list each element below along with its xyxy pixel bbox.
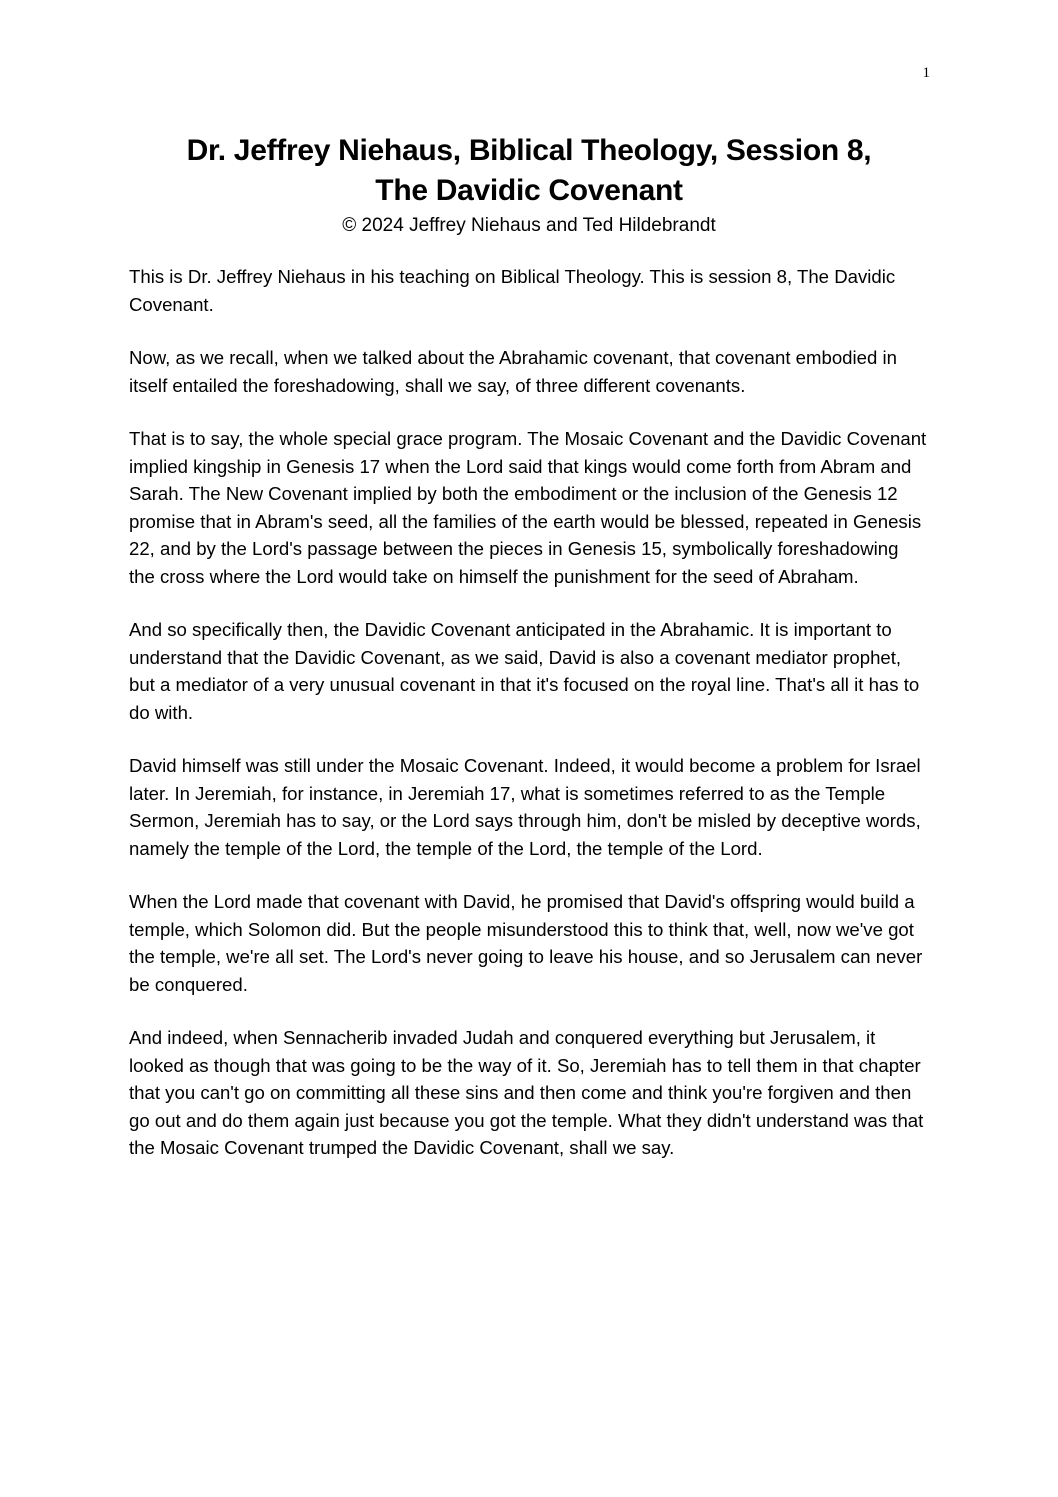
paragraph-1: This is Dr. Jeffrey Niehaus in his teaching on Biblical Theology. This is session 8, The Davidic Covenant.	[129, 266, 896, 315]
document-title	[129, 0, 929, 211]
title-line-2: The Davidic Covenant	[375, 174, 683, 207]
paragraph-6: When the Lord made that covenant with David, he promised that David's offspring would build a temple, which Solomon did. But the people misunderstood this to think that, well, now we've got the temple, we're all set. The Lord's never going to leave his house, and so Jerusalem can never be conquered.	[129, 891, 923, 995]
copyright-notice: © 2024 Jeffrey Niehaus and Ted Hildebrandt	[342, 215, 716, 236]
paragraph-7: And indeed, when Sennacherib invaded Judah and conquered everything but Jerusalem, it looked as though that was going to be the way of it. So, Jeremiah has to tell them in that chapter that you can't go on committing all these sins and then come and think you're forgiven and then go out and do them again just because you got the temple. What they didn't understand was that the Mosaic Covenant trumped the Davidic Covenant, shall we say.	[129, 1027, 924, 1158]
paragraph-4: And so specifically then, the Davidic Covenant anticipated in the Abrahamic. It is important to understand that the Davidic Covenant, as we said, David is also a covenant mediator prophet, but a mediator of a very unusual covenant in that it's focused on the royal line. That's all it has to do with.	[129, 619, 920, 723]
paragraph-2: Now, as we recall, when we talked about the Abrahamic covenant, that covenant embodied in itself entailed the foreshadowing, shall we say, of three different covenants.	[129, 347, 897, 396]
paragraph-5: David himself was still under the Mosaic Covenant. Indeed, it would become a problem for Israel later. In Jeremiah, for instance, in Jeremiah 17, what is sometimes referred to as the Temple Sermon, Jeremiah has to say, or the Lord says through him, don't be misled by deceptive words, namely the temple of the Lord, the temple of the Lord, the temple of the Lord.	[129, 755, 921, 859]
paragraph-3: That is to say, the whole special grace program. The Mosaic Covenant and the Davidic Covenant implied kingship in Genesis 17 when the Lord said that kings would come forth from Abram and Sarah. The New Covenant implied by both the embodiment or the inclusion of the Genesis 12 promise that in Abram's seed, all the families of the earth would be blessed, repeated in Genesis 22, and by the Lord's passage between the pieces in Genesis 15, symbolically foreshadowing the cross where the Lord would take on himself the punishment for the seed of Abraham.	[129, 428, 927, 587]
document-body	[129, 263, 929, 1162]
title-line-1: Dr. Jeffrey Niehaus, Biblical Theology, Session 8,	[186, 134, 872, 167]
page-number: 1	[922, 65, 930, 81]
